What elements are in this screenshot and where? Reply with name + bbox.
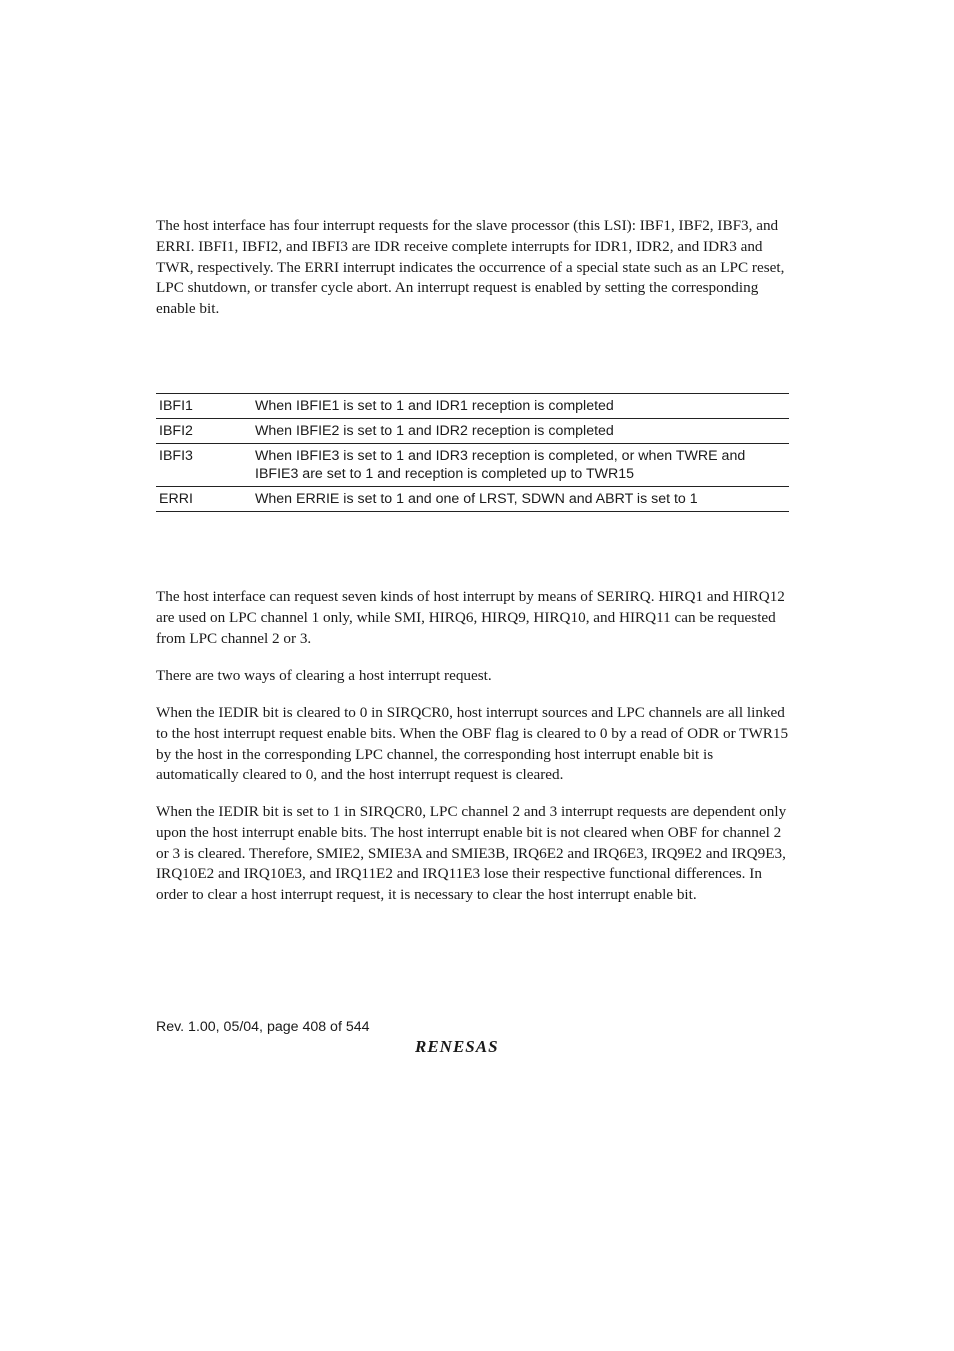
table-row [156, 487, 789, 512]
interrupt-name-cell: ERRI [159, 491, 193, 507]
table-row [156, 444, 789, 487]
logo-wordmark: RENESAS [415, 1037, 499, 1056]
renesas-logo [413, 1035, 533, 1057]
interrupt-condition-cell: When IBFIE1 is set to 1 and IDR1 reception is completed [255, 398, 614, 414]
clearing-methods-paragraph: There are two ways of clearing a host interrupt request. [156, 667, 492, 684]
interrupt-condition-cell: When IBFIE2 is set to 1 and IDR2 reception is completed [255, 423, 614, 439]
interrupt-table [156, 393, 789, 512]
page-footer-info: Rev. 1.00, 05/04, page 408 of 544 [156, 1019, 370, 1035]
interrupt-name-cell: IBFI1 [159, 398, 193, 414]
iedir-cleared-paragraph: When the IEDIR bit is cleared to 0 in SIRQCR0, host interrupt sources and LPC channels are all linked to the host interrupt request enable bits. When the OBF flag is cleared to 0 by a read of ODR or TWR15 by the host in the corresponding LPC channel, the corresponding host interrupt enable bit is automatically cleared to 0, and the host interrupt request is cleared. [156, 704, 789, 784]
interrupt-condition-cell: When ERRIE is set to 1 and one of LRST, SDWN and ABRT is set to 1 [255, 491, 698, 507]
iedir-set-paragraph: When the IEDIR bit is set to 1 in SIRQCR0, LPC channel 2 and 3 interrupt requests are dependent only upon the host interrupt enable bits. The host interrupt enable bit is not cleared when OBF for channel 2 or 3 is cleared. Therefore, SMIE2, SMIE3A and SMIE3B, IRQ6E2 and IRQ6E3, IRQ9E2 and IRQ9E3, IRQ10E2 and IRQ10E3, and IRQ11E2 and IRQ11E3 lose their respective functional differences. In order to clear a host interrupt request, it is necessary to clear the host interrupt enable bit. [156, 803, 787, 904]
table-row [156, 394, 789, 419]
host-interrupt-paragraph: The host interface can request seven kinds of host interrupt by means of SERIRQ. HIRQ1 and HIRQ12 are used on LPC channel 1 only, while SMI, HIRQ6, HIRQ9, HIRQ10, and HIRQ11 can be requested from LPC channel 2 or 3. [156, 588, 785, 647]
interrupt-name-cell: IBFI2 [159, 423, 193, 439]
interrupt-name-cell: IBFI3 [159, 448, 193, 464]
intro-paragraph: The host interface has four interrupt requests for the slave processor (this LSI): IBF1, IBF2, IBF3, and ERRI. IBFI1, IBFI2, and IBFI3 are IDR receive complete interrupts for IDR1, IDR2, and IDR3 and TWR, respectively. The ERRI interrupt indicates the occurrence of a special state such as an LPC reset, LPC shutdown, or transfer cycle abort. An interrupt request is enabled by setting the corresponding enable bit. [156, 217, 785, 318]
interrupt-condition-cell: When IBFIE3 is set to 1 and IDR3 reception is completed, or when TWRE and IBFIE3 are set to 1 and reception is completed up to TWR15 [255, 448, 746, 482]
table-row [156, 419, 789, 444]
